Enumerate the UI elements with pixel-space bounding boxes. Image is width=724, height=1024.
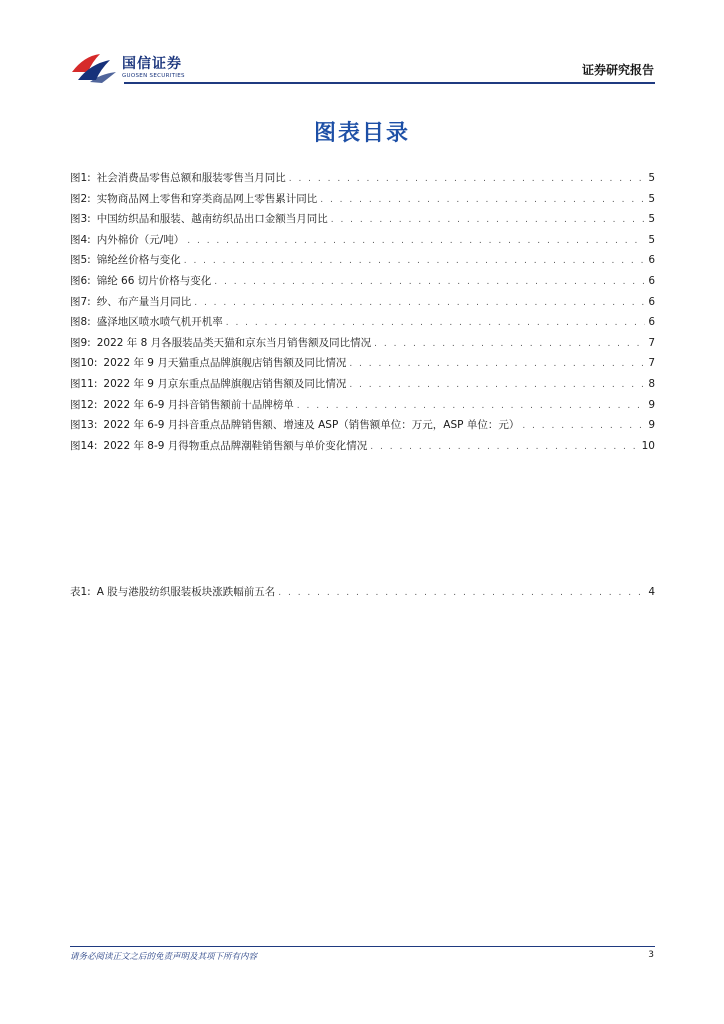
footer-disclaimer: 请务必阅读正文之后的免责声明及其项下所有内容	[70, 952, 258, 962]
toc-entry-page: 7	[648, 336, 655, 349]
toc-dot-leader	[278, 588, 645, 598]
toc-entry-page: 7	[648, 357, 655, 370]
toc-entry-page: 5	[648, 192, 655, 205]
toc-entry-title: 2022 年 8 月各服装品类天猫和京东当月销售额及同比情况	[96, 336, 372, 349]
toc-entry-page: 6	[648, 254, 655, 267]
toc-dot-leader	[194, 298, 645, 308]
figure-toc-entry[interactable]	[70, 294, 655, 315]
toc-dot-leader	[184, 256, 646, 266]
figure-toc-entry[interactable]	[70, 191, 655, 212]
figure-toc-entry[interactable]	[70, 417, 655, 438]
header-divider	[124, 82, 655, 84]
figure-toc-entry[interactable]	[70, 355, 655, 376]
toc-entry-title: A 股与港股纺织服装板块涨跌幅前五名	[96, 586, 276, 598]
toc-entry-label: 图9:	[70, 336, 91, 349]
toc-entry-page: 9	[648, 419, 655, 432]
toc-entry-title: 2022 年 6-9 月抖音销售额前十品牌榜单	[103, 398, 294, 411]
page-header	[0, 0, 724, 90]
toc-entry-label: 图11:	[70, 377, 98, 390]
guosen-logo-icon	[70, 50, 118, 84]
toc-entry-label: 表1:	[70, 586, 91, 598]
toc-entry-label: 图2:	[70, 192, 91, 205]
toc-entry-title: 2022 年 6-9 月抖音重点品牌销售额、增速及 ASP（销售额单位：万元，ASP 单位：元）	[103, 419, 520, 432]
toc-dot-leader	[349, 359, 645, 369]
table-list	[70, 584, 655, 605]
figure-toc-entry[interactable]	[70, 397, 655, 418]
toc-entry-label: 图7:	[70, 295, 91, 308]
figure-toc-entry[interactable]	[70, 232, 655, 253]
logo-chinese-name: 国信证券	[122, 56, 182, 72]
toc-entry-title: 锦纶 66 切片价格与变化	[96, 274, 212, 287]
footer-page-number: 3	[648, 950, 654, 960]
logo-english-name: GUOSEN SECURITIES	[122, 73, 185, 79]
toc-entry-label: 图6:	[70, 274, 91, 287]
toc-entry-page: 5	[648, 233, 655, 246]
guosen-logo	[70, 50, 230, 86]
toc-entry-page: 6	[648, 274, 655, 287]
toc-entry-label: 图14:	[70, 439, 98, 452]
figure-toc-entry[interactable]	[70, 273, 655, 294]
toc-dot-leader	[297, 401, 646, 411]
toc-entry-label: 图12:	[70, 398, 98, 411]
figure-toc-entry[interactable]	[70, 335, 655, 356]
figure-list	[70, 170, 655, 458]
toc-entry-label: 图3:	[70, 213, 91, 226]
toc-dot-leader	[349, 380, 645, 390]
toc-entry-label: 图10:	[70, 357, 98, 370]
toc-entry-title: 社会消费品零售总额和服装零售当月同比	[96, 172, 286, 184]
toc-entry-title: 盛泽地区喷水喷气机开机率	[96, 316, 223, 329]
toc-entry-label: 图1:	[70, 172, 91, 184]
toc-dot-leader	[214, 277, 645, 287]
figure-toc-entry[interactable]	[70, 252, 655, 273]
toc-entry-page: 4	[648, 586, 655, 598]
toc-entry-title: 2022 年 9 月京东重点品牌旗舰店销售额及同比情况	[103, 377, 347, 390]
toc-entry-label: 图5:	[70, 254, 91, 267]
toc-entry-page: 5	[648, 213, 655, 226]
toc-entry-title: 锦纶丝价格与变化	[96, 254, 181, 267]
toc-entry-page: 6	[648, 295, 655, 308]
toc-dot-leader	[187, 236, 645, 246]
toc-entry-label: 图13:	[70, 419, 98, 432]
toc-dot-leader	[226, 318, 646, 328]
page-title: 图表目录	[313, 121, 410, 146]
toc-entry-title: 实物商品网上零售和穿类商品网上零售累计同比	[96, 192, 318, 205]
toc-dot-leader	[289, 174, 646, 184]
toc-dot-leader	[370, 442, 638, 452]
toc-entry-title: 2022 年 9 月天猫重点品牌旗舰店销售额及同比情况	[103, 357, 347, 370]
toc-dot-leader	[374, 339, 645, 349]
figure-toc-entry[interactable]	[70, 170, 655, 191]
figure-toc-entry[interactable]	[70, 211, 655, 232]
toc-entry-title: 2022 年 8-9 月得物重点品牌潮鞋销售额与单价变化情况	[103, 439, 368, 452]
toc-dot-leader	[331, 215, 646, 225]
toc-entry-page: 8	[648, 377, 655, 390]
toc-entry-label: 图8:	[70, 316, 91, 329]
toc-dot-leader	[320, 195, 645, 205]
footer-divider	[70, 946, 655, 947]
toc-entry-title: 纱、布产量当月同比	[96, 295, 192, 308]
figure-toc-entry[interactable]	[70, 314, 655, 335]
table-toc-entry[interactable]	[70, 584, 655, 605]
report-type-label: 证券研究报告	[581, 63, 654, 77]
toc-entry-label: 图4:	[70, 233, 91, 246]
toc-dot-leader	[522, 421, 645, 431]
figure-toc-entry[interactable]	[70, 376, 655, 397]
toc-entry-title: 内外棉价（元/吨）	[96, 233, 185, 246]
toc-entry-title: 中国纺织品和服装、越南纺织品出口金额当月同比	[96, 213, 328, 226]
toc-entry-page: 10	[641, 439, 655, 452]
toc-entry-page: 5	[648, 172, 655, 184]
toc-entry-page: 9	[648, 398, 655, 411]
figure-toc-entry[interactable]	[70, 438, 655, 459]
toc-entry-page: 6	[648, 316, 655, 329]
